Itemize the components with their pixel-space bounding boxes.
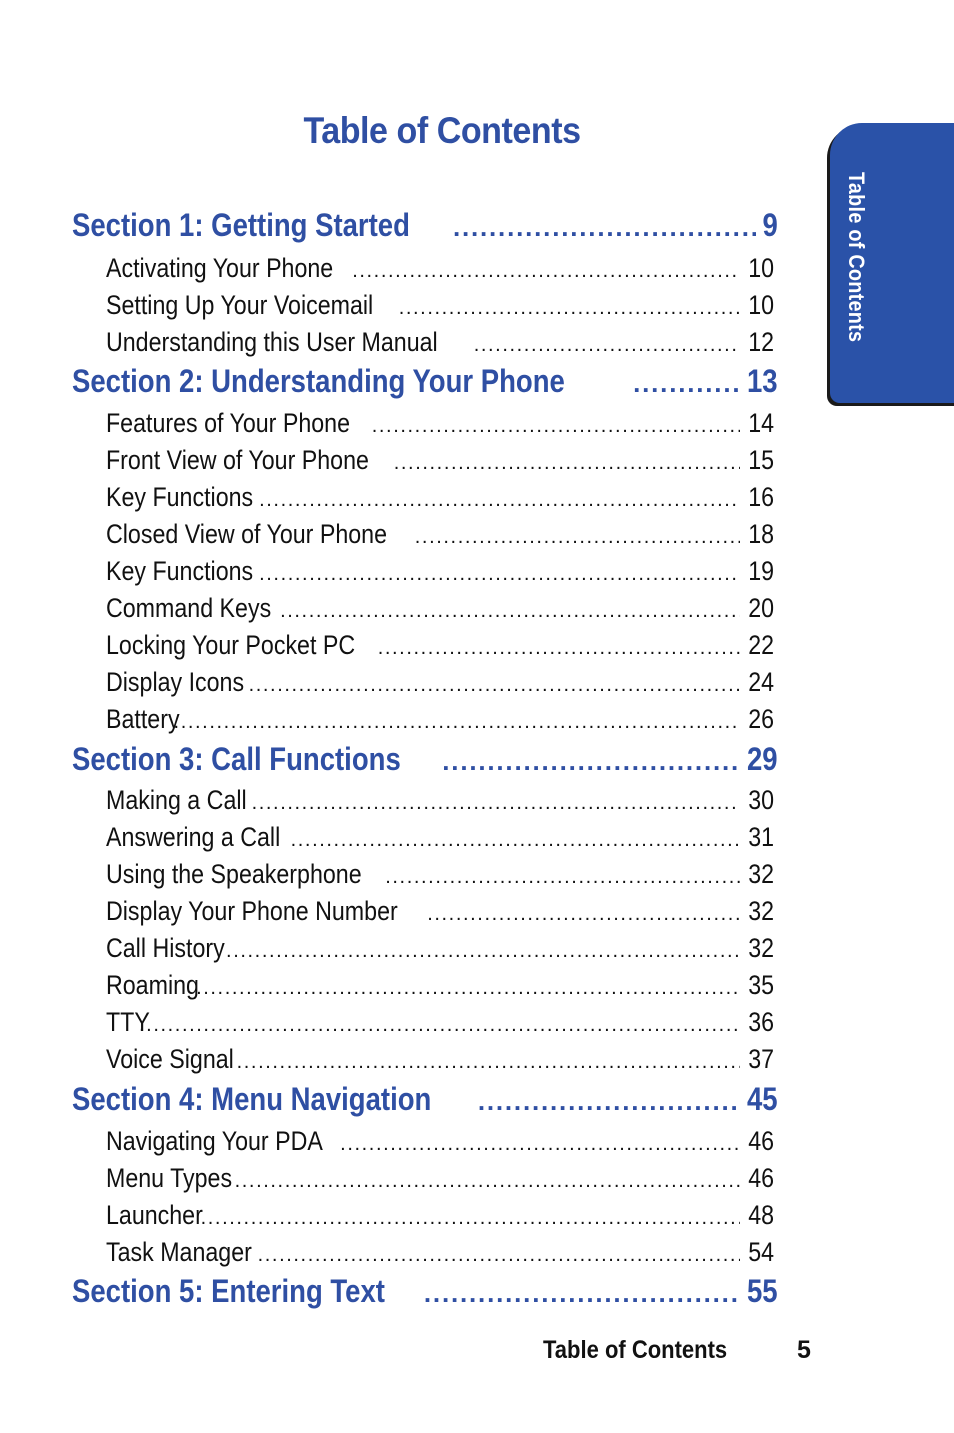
toc-page-number: 48 [748,1200,774,1230]
toc-entry-title: Key Functions [106,482,254,512]
dot-leader [340,1133,740,1156]
toc-entry-title: Voice Signal [106,1044,234,1074]
toc-section-row[interactable] [72,1273,778,1310]
dot-leader [415,526,740,549]
toc-item-row[interactable] [106,704,774,735]
dot-leader [394,452,740,475]
toc-page-number: 13 [747,363,778,399]
toc-entry-title: Making a Call [106,785,247,815]
dot-leader [453,212,756,243]
page-title: Table of Contents [303,110,581,151]
toc-item-row[interactable] [106,519,774,550]
toc-page-number: 46 [748,1126,774,1156]
toc-item-row[interactable] [106,408,774,439]
dot-leader [478,1086,739,1117]
toc-page-number: 29 [747,741,778,777]
toc-item-row[interactable] [106,1007,774,1038]
toc-entry-title: Task Manager [106,1237,252,1267]
toc-item-row[interactable] [106,482,774,513]
toc-page-number: 31 [748,822,774,852]
toc-page-number: 12 [748,327,774,357]
toc-page-number: 46 [748,1163,774,1193]
toc-item-row[interactable] [106,896,774,927]
dot-leader [352,260,740,283]
toc-page-number: 30 [748,785,774,815]
dot-leader [291,829,740,852]
dot-leader [201,1207,740,1230]
toc-page-number: 16 [748,482,774,512]
toc-entry-title: Answering a Call [106,822,281,852]
toc-entry-title: Roaming [106,970,199,1000]
toc-item-row[interactable] [106,1044,774,1075]
toc-entry-title: Call History [106,933,225,963]
dot-leader [226,940,740,963]
dot-leader [385,866,740,889]
toc-item-row[interactable] [106,253,774,284]
toc-item-row[interactable] [106,445,774,476]
toc-page-number: 54 [748,1237,774,1267]
toc-item-row[interactable] [106,785,774,816]
toc-entry-title: Key Functions [106,556,254,586]
toc-page-number: 32 [748,896,774,926]
toc-item-row[interactable] [106,593,774,624]
toc-entry-title: Features of Your Phone [106,408,350,438]
toc-entry-title: Front View of Your Phone [106,445,369,475]
dot-leader [139,1014,740,1037]
dot-leader [474,334,740,357]
toc-page-number: 26 [748,704,774,734]
toc-page-number: 14 [748,408,774,438]
toc-page-number: 20 [748,593,774,623]
dot-leader [378,637,740,660]
dot-leader [249,674,740,697]
toc-section-row[interactable] [72,363,778,400]
dot-leader [427,903,740,926]
toc-entry-title: Closed View of Your Phone [106,519,388,549]
dot-leader [258,1244,740,1267]
dot-leader [237,1051,740,1074]
toc-entry-title: Menu Types [106,1163,233,1193]
toc-entry-title: Setting Up Your Voicemail [106,290,374,320]
toc-page-number: 37 [748,1044,774,1074]
dot-leader [633,368,738,399]
dot-leader [174,711,740,734]
toc-entry-title: Section 4: Menu Navigation [72,1081,432,1117]
toc-entry-title: TTY [106,1007,150,1037]
footer-label: Table of Contents [543,1336,728,1364]
toc-item-row[interactable] [106,970,774,1001]
toc-page-number: 18 [748,519,774,549]
toc-entry-title: Section 5: Entering Text [72,1273,385,1309]
toc-item-row[interactable] [106,1126,774,1157]
toc-page-number: 55 [747,1273,778,1309]
side-tab-label: Table of Contents [844,172,869,343]
dot-leader [196,977,740,1000]
toc-item-row[interactable] [106,630,774,661]
toc-entry-title: Section 2: Understanding Your Phone [72,363,565,399]
toc-entry-title: Navigating Your PDA [106,1126,323,1156]
toc-page-number: 32 [748,859,774,889]
toc-item-row[interactable] [106,290,774,321]
toc-item-row[interactable] [106,859,774,890]
footer-page-number: 5 [797,1336,811,1364]
toc-page-number: 10 [748,290,774,320]
toc-entry-title: Command Keys [106,593,272,623]
toc-page-number: 22 [748,630,774,660]
toc-item-row[interactable] [106,822,774,853]
toc-page-number: 10 [748,253,774,283]
toc-item-row[interactable] [106,556,774,587]
toc-item-row[interactable] [106,667,774,698]
toc-item-row[interactable] [106,1200,774,1231]
toc-entry-title: Display Your Phone Number [106,896,398,926]
toc-entry-title: Activating Your Phone [106,253,334,283]
toc-section-row[interactable] [72,207,778,244]
dot-leader [252,792,740,815]
dot-leader [399,297,740,320]
toc-entry-title: Section 1: Getting Started [72,207,410,243]
toc-entry-title: Battery [106,704,180,734]
toc-item-row[interactable] [106,327,774,358]
toc-page-number: 36 [748,1007,774,1037]
dot-leader [424,1278,739,1309]
toc-item-row[interactable] [106,1163,774,1194]
toc-section-row[interactable] [72,1081,778,1118]
toc-page-number: 15 [748,445,774,475]
dot-leader [372,415,740,438]
toc-page-number: 32 [748,933,774,963]
toc-page-number: 9 [762,207,778,243]
toc-entry-title: Understanding this User Manual [106,327,438,357]
toc-entry-title: Launcher [106,1200,203,1230]
toc-page-number: 19 [748,556,774,586]
dot-leader [280,600,740,623]
dot-leader [259,489,740,512]
dot-leader [235,1170,740,1193]
toc-page-number: 35 [748,970,774,1000]
toc-entry-title: Locking Your Pocket PC [106,630,356,660]
dot-leader [259,563,740,586]
dot-leader [442,746,738,777]
toc-section-row[interactable] [72,741,778,778]
toc-page-number: 45 [747,1081,778,1117]
toc-entry-title: Display Icons [106,667,245,697]
toc-entry-title: Section 3: Call Functions [72,741,401,777]
toc-page-number: 24 [748,667,774,697]
toc-item-row[interactable] [106,1237,774,1268]
toc-entry-title: Using the Speakerphone [106,859,362,889]
toc-item-row[interactable] [106,933,774,964]
